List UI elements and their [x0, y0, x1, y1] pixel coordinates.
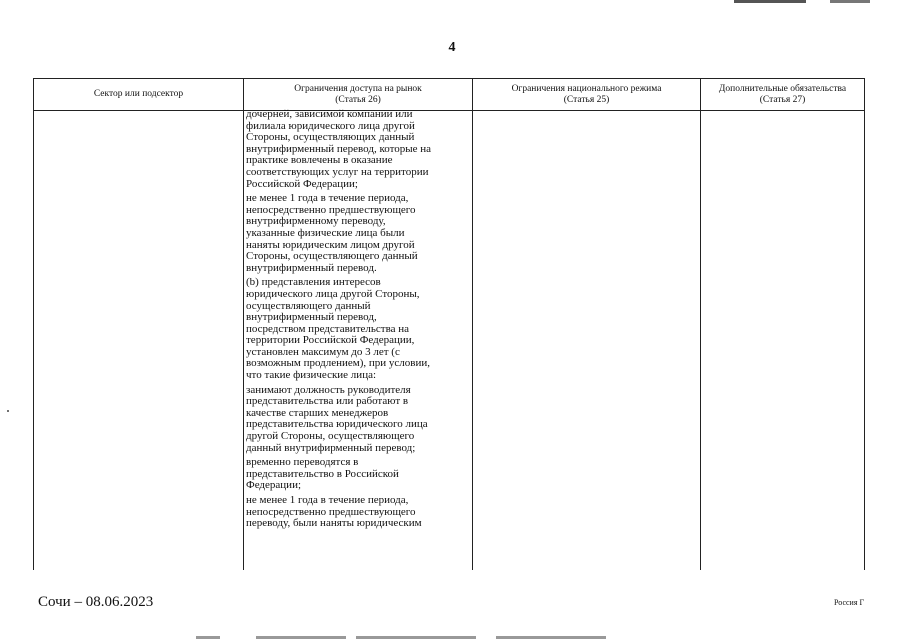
text-line: занимают должность руководителя: [246, 383, 411, 396]
footer-place-date: Сочи – 08.06.2023: [38, 594, 154, 610]
scan-bleed-through: [196, 636, 626, 640]
scan-marks-top: [734, 0, 894, 6]
text-line: (b) представления интересов: [246, 276, 381, 289]
header-additional-article: (Статья 27): [759, 94, 806, 105]
text-line: другой Стороны, осуществляющего: [246, 430, 415, 443]
market-access-paragraph: [246, 109, 472, 190]
text-line: непосредственно предшествующего: [246, 505, 416, 518]
header-additional-commitments: [701, 79, 864, 110]
column-divider: [700, 79, 701, 570]
header-national-treatment: [473, 79, 700, 110]
text-line: наняты юридическим лицом другой: [246, 238, 415, 251]
header-market-access-article: (Статья 26): [335, 94, 381, 105]
text-line: осуществляющего данный: [246, 299, 371, 312]
market-access-paragraph: [246, 193, 472, 274]
header-national-treatment-title: Ограничения национального режима: [511, 83, 662, 94]
text-line: Российской Федерации;: [246, 177, 358, 190]
text-line: Федерации;: [246, 479, 302, 492]
header-sector: [34, 79, 243, 110]
text-line: юридического лица другой Стороны,: [246, 287, 420, 300]
text-line: внутрифирменный перевод.: [246, 261, 377, 274]
market-access-paragraph: [246, 457, 472, 492]
text-line: что такие физические лица:: [246, 369, 377, 382]
text-line: переводу, были наняты юридическим: [246, 517, 422, 530]
text-line: представительства или работают в: [246, 395, 409, 408]
header-national-treatment-article: (Статья 25): [563, 94, 610, 105]
market-access-paragraph: [246, 495, 472, 530]
header-market-access: [244, 79, 472, 110]
text-line: непосредственно предшествующего: [246, 203, 416, 216]
scan-speck: [7, 410, 9, 412]
column-divider: [472, 79, 473, 570]
text-line: не менее 1 года в течение периода,: [246, 192, 409, 205]
text-line: дочерней, зависимой компании или: [246, 108, 413, 120]
text-line: представительство в Российской: [246, 467, 399, 480]
text-line: установлен максимум до 3 лет (с: [246, 345, 400, 358]
text-line: посредством представительства на: [246, 322, 410, 335]
text-line: внутрифирменному переводу,: [246, 215, 386, 228]
market-access-cell-text: [246, 109, 472, 533]
market-access-paragraph: [246, 385, 472, 455]
text-line: временно переводятся в: [246, 456, 359, 469]
text-line: не менее 1 года в течение периода,: [246, 494, 409, 506]
text-line: указанные физические лица были: [246, 226, 405, 239]
text-line: соответствующих услуг на территории: [246, 165, 429, 178]
text-line: Стороны, осуществляющих данный: [246, 131, 415, 144]
page-number: 4: [448, 40, 456, 55]
text-line: практике вовлечены в оказание: [246, 154, 393, 167]
text-line: представительства юридического лица: [246, 418, 428, 431]
market-access-paragraph: [246, 277, 472, 381]
text-line: данный внутрифирменный перевод;: [246, 441, 416, 454]
footer-country: Россия Г: [834, 598, 865, 607]
text-line: возможным продлением), при условии,: [246, 357, 431, 370]
text-line: качестве старших менеджеров: [246, 406, 389, 419]
text-line: внутрифирменный перевод, которые на: [246, 142, 432, 155]
column-divider: [243, 79, 244, 570]
header-sector-label: Сектор или подсектор: [93, 89, 184, 99]
header-market-access-title: Ограничения доступа на рынок: [294, 83, 422, 94]
text-line: территории Российской Федерации,: [246, 334, 415, 347]
text-line: филиала юридического лица другой: [246, 119, 415, 132]
text-line: внутрифирменный перевод,: [246, 311, 377, 324]
text-line: Стороны, осуществляющего данный: [246, 250, 418, 263]
header-additional-title: Дополнительные обязательства: [718, 83, 847, 94]
